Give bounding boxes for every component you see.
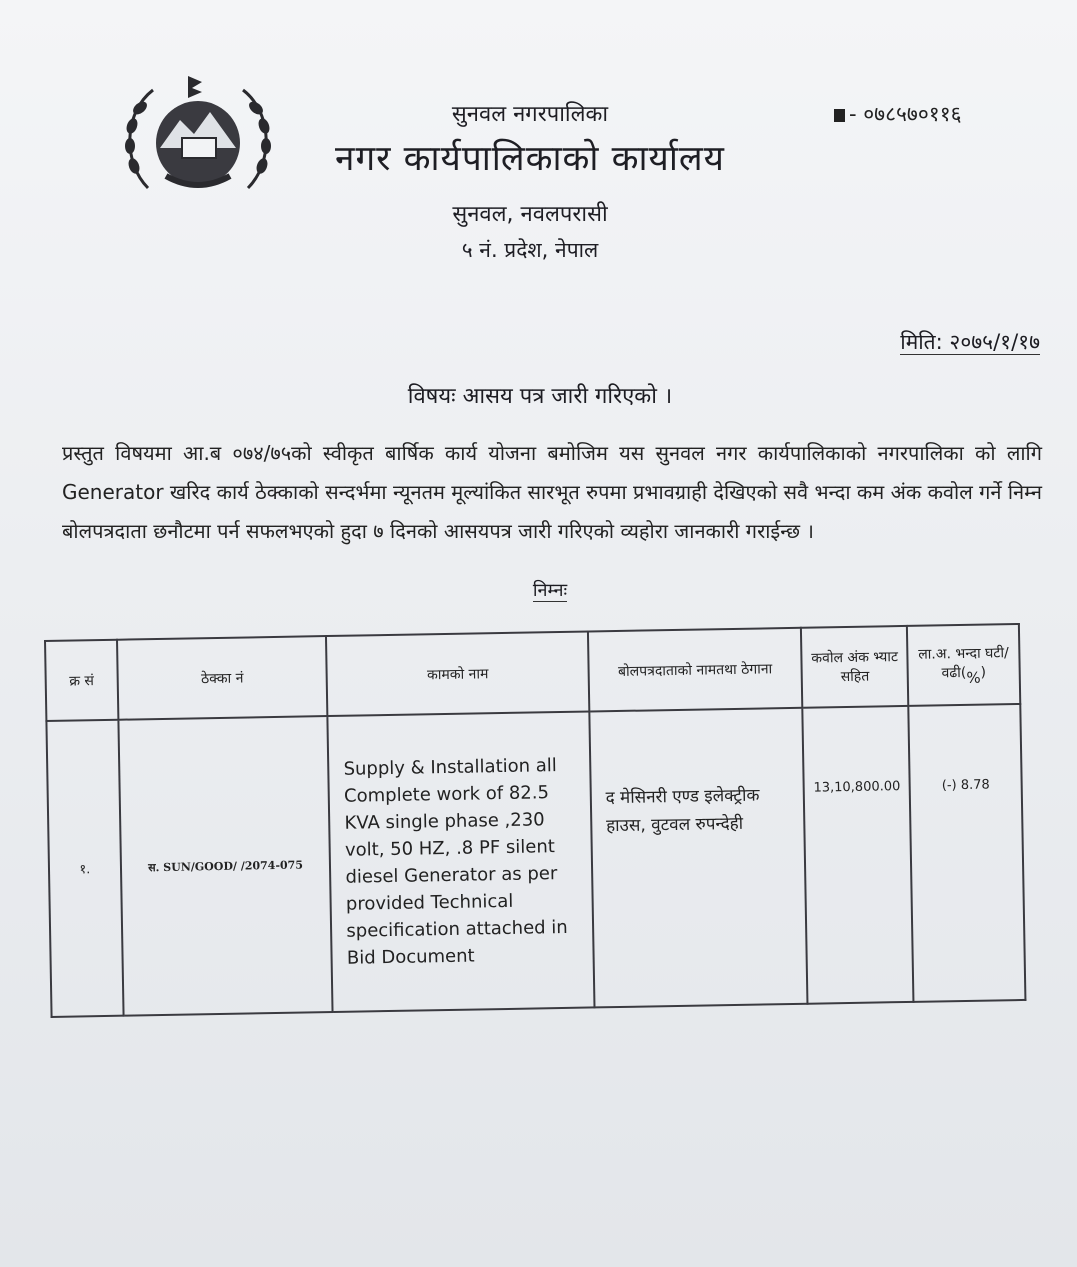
cell-diff: (-) 8.78 xyxy=(909,704,1026,1002)
header-contract: ठेक्का नं xyxy=(117,636,328,720)
header-amount: कवोल अंक भ्याट सहित xyxy=(801,626,908,708)
bid-table xyxy=(44,623,1026,1018)
phone-number: - ०७८५७०११६ xyxy=(834,100,962,128)
nepal-government-emblem xyxy=(118,68,278,208)
cell-amount: 13,10,800.00 xyxy=(803,706,914,1004)
cell-sn: १. xyxy=(46,720,123,1017)
letter-date: मिति: २०७५/१/१७ xyxy=(900,330,1040,354)
office-title: नगर कार्यपालिकाको कार्यालय xyxy=(335,139,725,179)
cell-work: Supply & Installation all Complete work of 82.5 KVA single phase ,230 volt, 50 HZ, .8 PF silent diesel Generator as per provided Technical specification attached in Bid Document xyxy=(328,711,595,1012)
municipality-name: सुनवल नगरपालिका xyxy=(451,102,609,127)
phone-icon xyxy=(834,109,845,122)
cell-bidder: द मेसिनरी एण्ड इलेक्ट्रीक हाउस, वुटवल रुपन्देही xyxy=(589,708,808,1008)
list-heading: निम्नः xyxy=(532,580,568,601)
header-diff: ला.अ. भन्दा घटी/वढी(%) xyxy=(907,624,1020,706)
header-bidder: बोलपत्रदाताको नामतथा ठेगाना xyxy=(588,628,803,712)
table-row xyxy=(46,704,1025,1017)
cell-contract: स. SUN/GOOD/ /2074-075 xyxy=(118,716,333,1016)
header-sn: क्र सं xyxy=(45,640,118,721)
subject-line: विषयः आसय पत्र जारी गरिएको । xyxy=(407,384,673,409)
letter-body: प्रस्तुत विषयमा आ.ब ०७४/७५को स्वीकृत बार्षिक कार्य योजना बमोजिम यस सुनवल नगर कार्यपालिकाको नगरपालिका को लागि Generator खरिद कार्य ठेक्काको सन्दर्भमा न्यूनतम मूल्यांकित सारभूत रुपमा प्रभावग्राही देखिएको सवै भन्दा कम अंक कवोल गर्ने निम्न बोलपत्रदाता छनौटमा पर्न सफलभएको हुदा ७ दिनको आसयपत्र जारी गरिएको व्यहोरा जानकारी गराईन्छ । xyxy=(62,441,1042,543)
header-work: कामको नाम xyxy=(326,632,589,717)
province: ५ नं. प्रदेश, नेपाल xyxy=(461,238,599,262)
office-address: सुनवल, नवलपरासी xyxy=(452,202,608,227)
